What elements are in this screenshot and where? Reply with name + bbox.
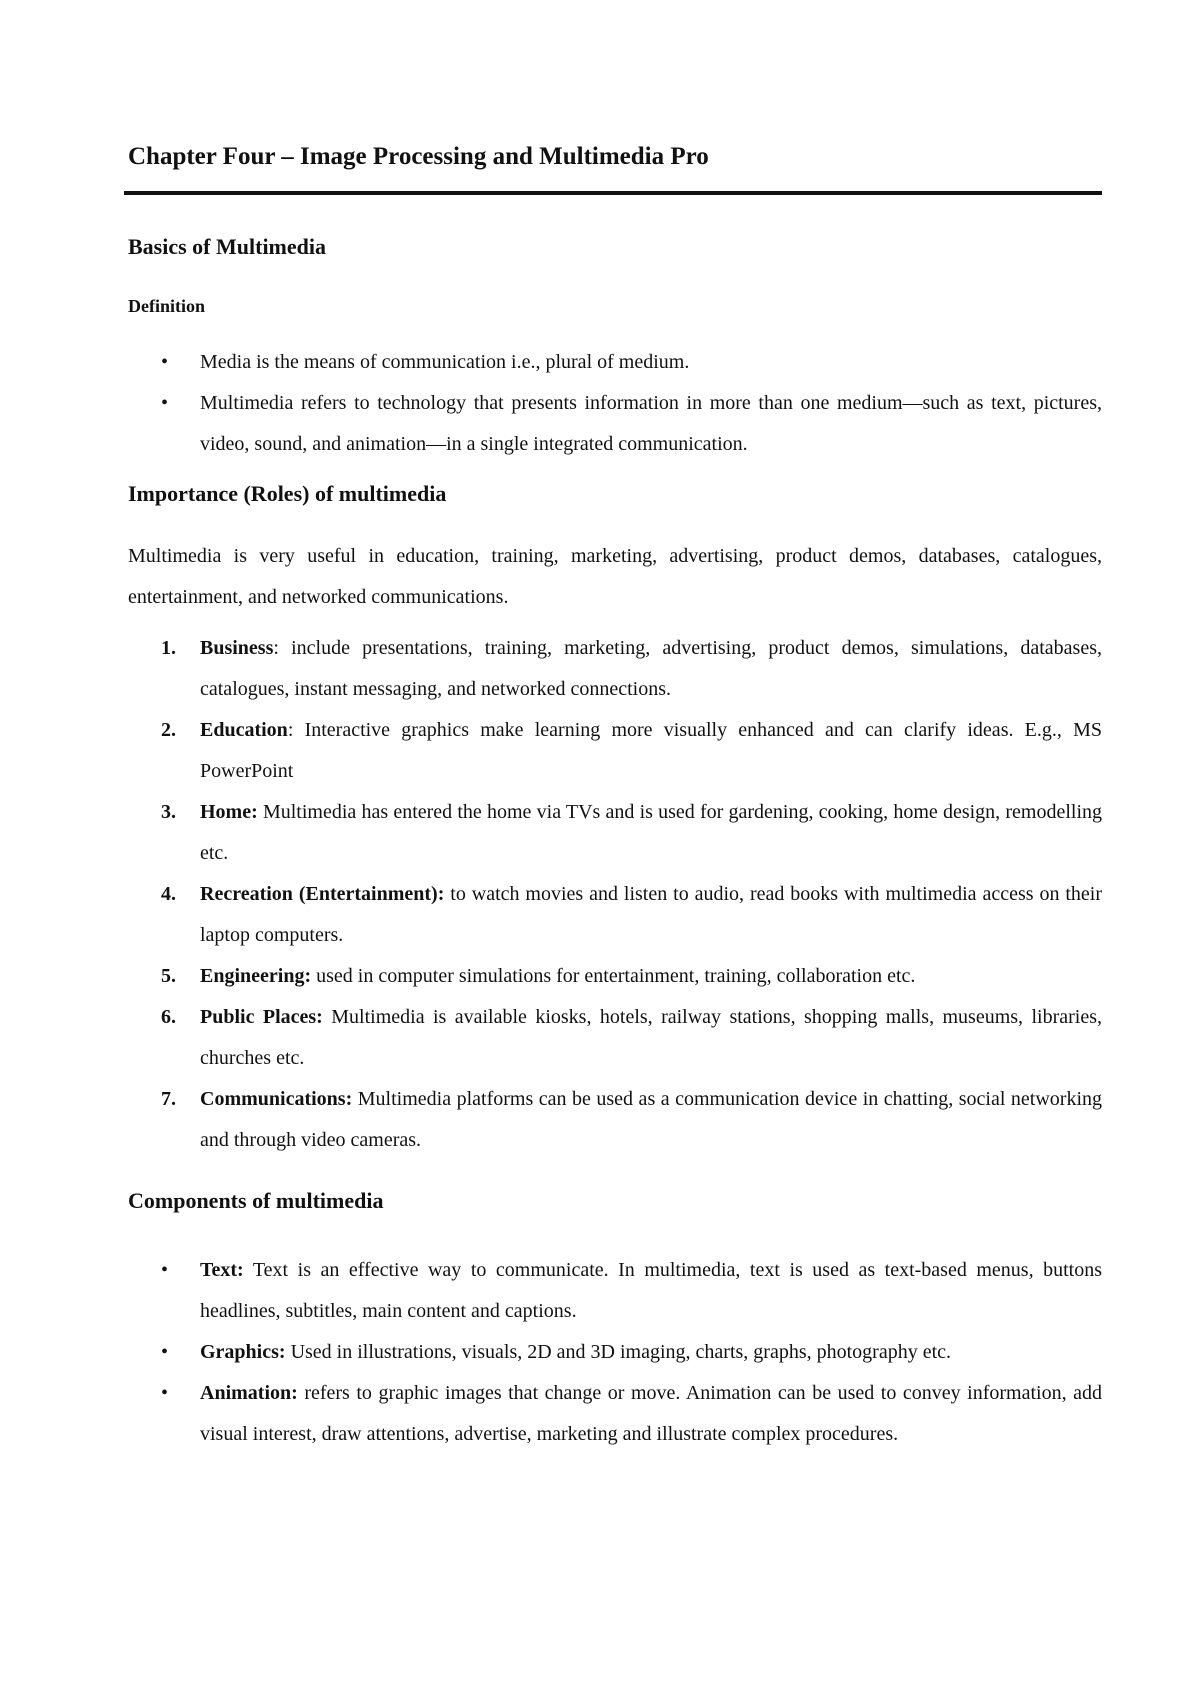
list-item: [128, 1079, 1102, 1161]
list-item-text: Text is an effective way to communicate. In multimedia, text is used as text-based menus, buttons headlines, subtitles, main content and captions.: [200, 1259, 1102, 1322]
list-term: Business: [200, 637, 274, 659]
definition-list: [128, 342, 1102, 465]
list-item: [128, 383, 1102, 465]
chapter-title: Chapter Four – Image Processing and Multimedia Pro: [128, 143, 709, 170]
list-item-text: Multimedia is available kiosks, hotels, railway stations, shopping malls, museums, libraries, churches etc.: [200, 1006, 1102, 1069]
list-item: [128, 997, 1102, 1079]
list-item-text: Multimedia has entered the home via TVs and is used for gardening, cooking, home design, remodelling etc.: [200, 801, 1102, 864]
components-list: [128, 1250, 1102, 1455]
list-number: 7.: [161, 1088, 176, 1110]
list-item-text: : include presentations, training, marketing, advertising, product demos, simulations, databases, catalogues, instant messaging, and networked connections.: [200, 637, 1102, 700]
bullet-icon: •: [161, 392, 169, 414]
importance-heading: Importance (Roles) of multimedia: [128, 481, 447, 506]
list-term: Text:: [200, 1259, 244, 1281]
list-term: Recreation (Entertainment):: [200, 883, 445, 905]
list-number: 1.: [161, 637, 176, 659]
list-item-text: refers to graphic images that change or move. Animation can be used to convey information, add visual interest, draw attentions, advertise, marketing and illustrate complex procedures.: [200, 1382, 1102, 1445]
list-number: 4.: [161, 883, 176, 905]
list-item: [128, 1250, 1102, 1332]
list-term: Graphics:: [200, 1341, 286, 1363]
importance-section: [128, 481, 1102, 507]
list-item: [128, 874, 1102, 956]
list-item: [128, 628, 1102, 710]
list-item: [128, 1332, 1102, 1373]
list-item: [128, 342, 1102, 383]
bullet-icon: •: [161, 351, 169, 373]
list-term: Home:: [200, 801, 258, 823]
importance-intro-section: [128, 536, 1102, 618]
list-term: Communications:: [200, 1088, 353, 1110]
list-term: Animation:: [200, 1382, 298, 1404]
basics-section: [128, 234, 1102, 260]
list-item: [128, 710, 1102, 792]
bullet-icon: •: [161, 1341, 169, 1363]
list-item-text: Multimedia refers to technology that presents information in more than one medium—such as text, pictures, video, sound, and animation—in a single integrated communication.: [200, 392, 1102, 455]
list-term: Education: [200, 719, 288, 741]
definition-heading: Definition: [128, 296, 206, 316]
list-number: 5.: [161, 965, 176, 987]
components-section: [128, 1188, 1102, 1214]
list-item: [128, 792, 1102, 874]
basics-heading: Basics of Multimedia: [128, 234, 326, 259]
components-list-section: [128, 1250, 1102, 1455]
bullet-icon: •: [161, 1259, 169, 1281]
importance-list-section: [128, 628, 1102, 1161]
list-item-text: Media is the means of communication i.e., plural of medium.: [200, 351, 690, 373]
components-heading: Components of multimedia: [128, 1188, 384, 1213]
list-item: [128, 956, 1102, 997]
list-item: [128, 1373, 1102, 1455]
list-item-text: Multimedia platforms can be used as a communication device in chatting, social networking and through video cameras.: [200, 1088, 1102, 1151]
bullet-icon: •: [161, 1382, 169, 1404]
definition-section: [128, 296, 1102, 317]
list-number: 3.: [161, 801, 176, 823]
definition-list-section: [128, 342, 1102, 465]
importance-intro: Multimedia is very useful in education, training, marketing, advertising, product demos, databases, catalogues, entertainment, and networked communications.: [128, 545, 1102, 608]
list-item-text: to watch movies and listen to audio, read books with multimedia access on their laptop computers.: [200, 883, 1103, 946]
list-number: 6.: [161, 1006, 176, 1028]
list-term: Public Places:: [200, 1006, 323, 1028]
title-divider: [124, 191, 1102, 195]
list-number: 2.: [161, 719, 176, 741]
list-item-text: : Interactive graphics make learning more visually enhanced and can clarify ideas. E.g., MS PowerPoint: [200, 719, 1102, 782]
list-term: Engineering:: [200, 965, 312, 987]
list-item-text: used in computer simulations for entertainment, training, collaboration etc.: [311, 965, 916, 987]
importance-list: [128, 628, 1102, 1161]
list-item-text: Used in illustrations, visuals, 2D and 3D imaging, charts, graphs, photography etc.: [285, 1341, 952, 1363]
